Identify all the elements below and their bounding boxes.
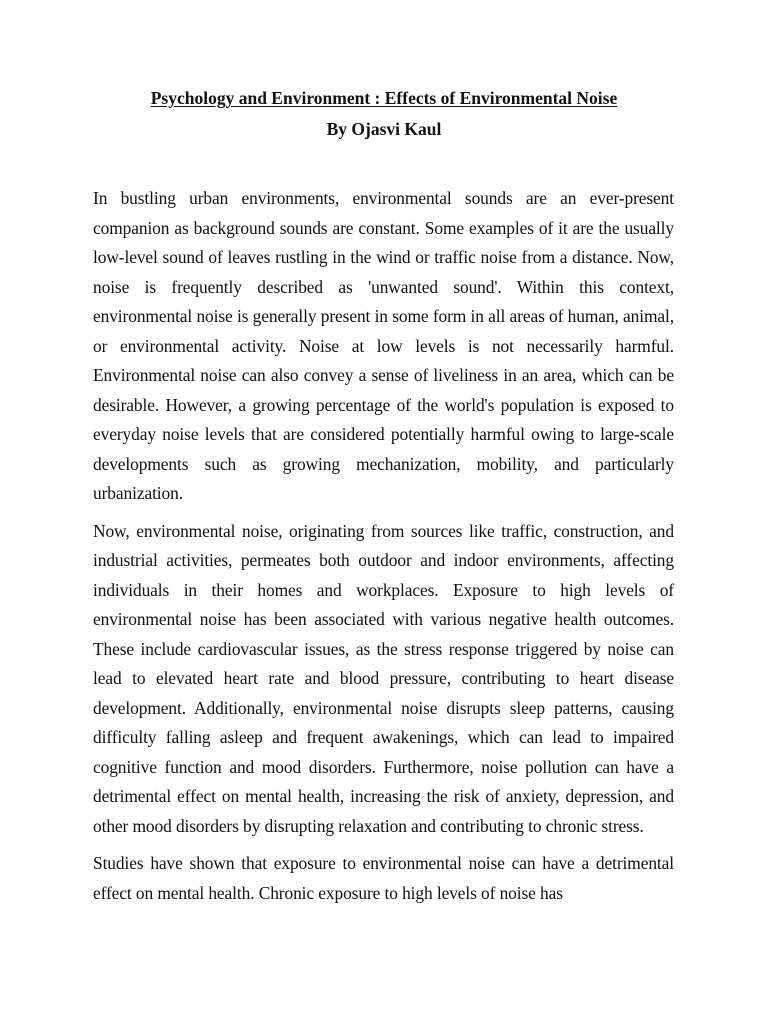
- document-author: By Ojasvi Kaul: [326, 119, 442, 139]
- paragraph: Studies have shown that exposure to environmental noise can have a detrimental effect on mental health. Chronic exposure to high levels of noise has: [93, 853, 674, 903]
- paragraph: Now, environmental noise, originating from sources like traffic, construction, and industrial activities, permeates both outdoor and indoor environments, affecting individuals in their homes and workplaces. Exposure to high levels of environmental noise has been associated with various negative health outcomes. These include cardiovascular issues, as the stress response triggered by noise can lead to elevated heart rate and blood pressure, contributing to heart disease development. Additionally, environmental noise disrupts sleep patterns, causing difficulty falling asleep and frequent awakenings, which can lead to impaired cognitive function and mood disorders. Furthermore, noise pollution can have a detrimental effect on mental health, increasing the risk of anxiety, depression, and other mood disorders by disrupting relaxation and contributing to chronic stress.: [93, 520, 674, 836]
- document-body: [93, 184, 674, 916]
- document-title: Psychology and Environment : Effects of Environmental Noise: [150, 88, 618, 108]
- paragraph: In bustling urban environments, environmental sounds are an ever-present companion as background sounds are constant. Some examples of it are the usually low-level sound of leaves rustling in the wind or traffic noise from a distance. Now, noise is frequently described as 'unwanted sound'. Within this context, environmental noise is generally present in some form in all areas of human, animal, or environmental activity. Noise at low levels is not necessarily harmful. Environmental noise can also convey a sense of liveliness in an area, which can be desirable. However, a growing percentage of the world's population is exposed to everyday noise levels that are considered potentially harmful owing to large-scale developments such as growing mechanization, mobility, and particularly urbanization.: [93, 188, 674, 503]
